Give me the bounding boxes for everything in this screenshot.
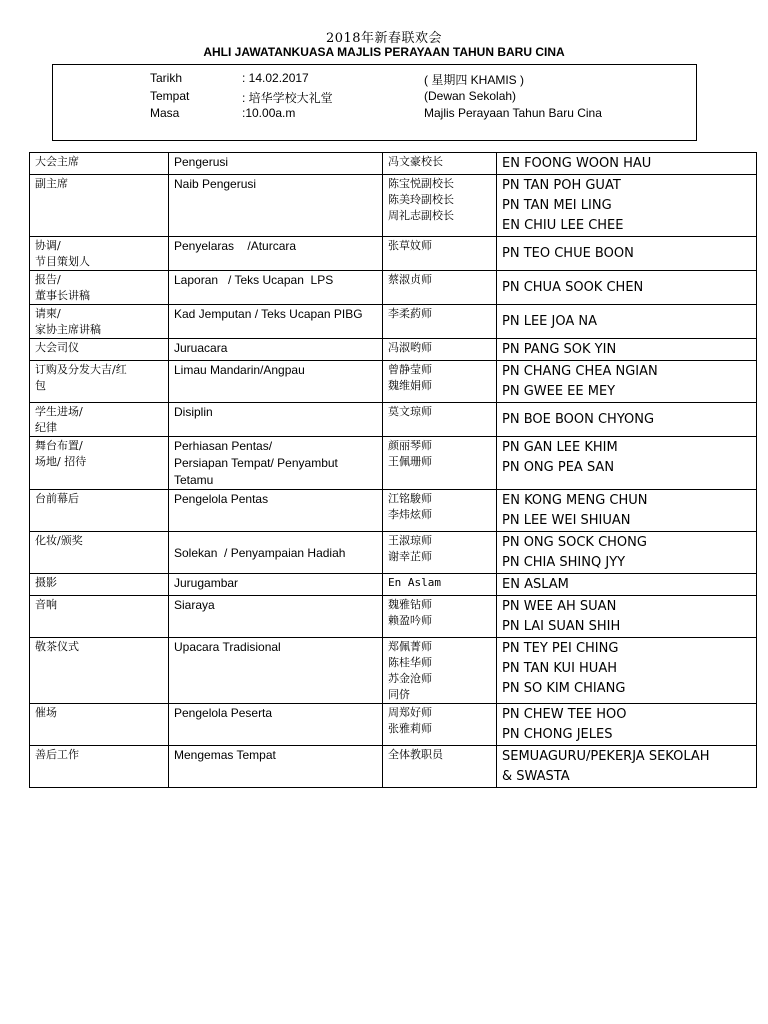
info-label: Masa	[150, 106, 180, 120]
info-label: Tempat	[150, 89, 190, 103]
teacher-zh-cell	[383, 704, 497, 746]
teacher-zh-cell	[383, 361, 497, 403]
teacher-zh-cell	[383, 175, 497, 237]
teacher-zh: 王佩珊师	[388, 455, 432, 468]
name-cell	[497, 271, 757, 305]
role-zh: 学生进场/	[35, 405, 83, 418]
role-my: Juruacara	[174, 341, 228, 355]
role-my-cell	[169, 490, 383, 532]
table-row	[30, 305, 757, 339]
info-row-time	[53, 106, 696, 122]
info-label: Tarikh	[150, 71, 183, 85]
member-name: PN TAN MEI LING	[502, 198, 612, 213]
member-name: PN CHANG CHEA NGIAN	[502, 364, 658, 379]
table-row	[30, 403, 757, 437]
info-row-venue	[53, 89, 696, 105]
name-cell	[497, 153, 757, 175]
name-cell	[497, 596, 757, 638]
committee-table	[29, 152, 757, 788]
name-cell	[497, 704, 757, 746]
name-cell	[497, 532, 757, 574]
role-zh: 纪律	[35, 421, 57, 434]
role-zh: 催场	[35, 706, 57, 719]
table-row	[30, 596, 757, 638]
teacher-zh: 谢幸芷师	[388, 550, 432, 563]
table-row	[30, 237, 757, 271]
role-zh-cell	[30, 271, 169, 305]
table-row	[30, 704, 757, 746]
role-my: Disiplin	[174, 405, 213, 419]
role-my: Upacara Tradisional	[174, 640, 281, 654]
name-cell	[497, 361, 757, 403]
role-my-cell	[169, 339, 383, 361]
table-row	[30, 339, 757, 361]
event-info-box	[52, 64, 697, 141]
role-my: Tetamu	[174, 473, 214, 487]
role-my: Kad Jemputan / Teks Ucapan PIBG	[174, 307, 363, 321]
member-name: PN TEO CHUE BOON	[502, 246, 634, 261]
role-zh-cell	[30, 596, 169, 638]
role-zh-cell	[30, 175, 169, 237]
role-zh: 报告/	[35, 273, 61, 286]
role-zh-cell	[30, 532, 169, 574]
teacher-zh: 周礼志副校长	[388, 209, 454, 222]
role-my-cell	[169, 175, 383, 237]
member-name: PN LEE JOA NA	[502, 314, 597, 329]
role-my-cell	[169, 574, 383, 596]
table-row	[30, 153, 757, 175]
member-name: PN WEE AH SUAN	[502, 599, 617, 614]
info-note: ( 星期四 KHAMIS )	[424, 73, 525, 87]
member-name: PN CHIA SHINQ JYY	[502, 555, 626, 570]
teacher-zh: 王淑琼师	[388, 534, 432, 547]
member-name: PN GWEE EE MEY	[502, 384, 616, 399]
teacher-zh-cell	[383, 746, 497, 788]
table-row	[30, 746, 757, 788]
table-row	[30, 574, 757, 596]
info-note: (Dewan Sekolah)	[424, 89, 517, 103]
teacher-zh-cell	[383, 237, 497, 271]
member-name: PN CHONG JELES	[502, 727, 613, 742]
role-zh: 摄影	[35, 576, 57, 589]
role-zh-cell	[30, 746, 169, 788]
name-cell	[497, 574, 757, 596]
role-my-cell	[169, 153, 383, 175]
member-name: PN BOE BOON CHYONG	[502, 412, 655, 427]
teacher-zh: 陈宝悦副校长	[388, 177, 454, 190]
teacher-zh: En Aslam	[388, 576, 441, 589]
role-zh: 场地/ 招待	[35, 455, 87, 468]
role-my-cell	[169, 437, 383, 490]
role-zh: 订购及分发大吉/红	[35, 363, 127, 376]
role-my: Jurugambar	[174, 576, 239, 590]
role-zh: 大会主席	[35, 155, 79, 168]
role-my-cell	[169, 704, 383, 746]
role-my: Persiapan Tempat/ Penyambut	[174, 456, 338, 470]
role-my-cell	[169, 596, 383, 638]
role-zh: 舞台布置/	[35, 439, 83, 452]
role-zh: 化妆/颁奖	[35, 534, 83, 547]
role-my-cell	[169, 532, 383, 574]
table-row	[30, 490, 757, 532]
role-zh: 台前幕后	[35, 492, 79, 505]
teacher-zh: 曾静莹师	[388, 363, 432, 376]
teacher-zh: 全体教职员	[388, 748, 443, 761]
teacher-zh: 赖盈吟师	[388, 614, 432, 627]
role-my: Pengelola Pentas	[174, 492, 269, 506]
role-zh: 节目策划人	[35, 255, 90, 268]
info-row-date	[53, 71, 696, 87]
teacher-zh: 张雅莉师	[388, 722, 432, 735]
role-my: Siaraya	[174, 598, 215, 612]
teacher-zh-cell	[383, 437, 497, 490]
role-my: Pengelola Peserta	[174, 706, 273, 720]
teacher-zh-cell	[383, 305, 497, 339]
teacher-zh-cell	[383, 271, 497, 305]
member-name: PN GAN LEE KHIM	[502, 440, 618, 455]
teacher-zh: 陈美玲副校长	[388, 193, 454, 206]
role-my: Laporan / Teks Ucapan LPS	[174, 273, 334, 287]
teacher-zh: 李炜炫师	[388, 508, 432, 521]
member-name: EN ASLAM	[502, 577, 569, 592]
role-my-cell	[169, 305, 383, 339]
name-cell	[497, 437, 757, 490]
role-zh-cell	[30, 638, 169, 704]
member-name: EN FOONG WOON HAU	[502, 156, 652, 171]
role-my: Perhiasan Pentas/	[174, 439, 273, 453]
name-cell	[497, 403, 757, 437]
role-my-cell	[169, 237, 383, 271]
teacher-zh: 冯文豪校长	[388, 155, 443, 168]
name-cell	[497, 237, 757, 271]
member-name: PN ONG SOCK CHONG	[502, 535, 647, 550]
role-zh: 大会司仪	[35, 341, 79, 354]
teacher-zh-cell	[383, 574, 497, 596]
name-cell	[497, 746, 757, 788]
info-value: : 14.02.2017	[242, 71, 309, 85]
teacher-zh: 周郑好师	[388, 706, 432, 719]
info-value: :10.00a.m	[242, 106, 296, 120]
member-name: PN CHEW TEE HOO	[502, 707, 627, 722]
role-zh: 协调/	[35, 239, 61, 252]
teacher-zh-cell	[383, 596, 497, 638]
member-name: PN LEE WEI SHIUAN	[502, 513, 631, 528]
role-my: Limau Mandarin/Angpau	[174, 363, 305, 377]
role-my: Mengemas Tempat	[174, 748, 276, 762]
role-my-cell	[169, 746, 383, 788]
document-subtitle: AHLI JAWATANKUASA MAJLIS PERAYAAN TAHUN BARU CINA	[203, 45, 565, 59]
member-name: PN LAI SUAN SHIH	[502, 619, 621, 634]
member-name: EN KONG MENG CHUN	[502, 493, 648, 508]
info-note: Majlis Perayaan Tahun Baru Cina	[424, 106, 602, 120]
table-row	[30, 638, 757, 704]
table-row	[30, 271, 757, 305]
teacher-zh: 冯淑哟师	[388, 341, 432, 354]
name-cell	[497, 339, 757, 361]
role-zh-cell	[30, 153, 169, 175]
teacher-zh-cell	[383, 403, 497, 437]
table-row	[30, 437, 757, 490]
teacher-zh-cell	[383, 339, 497, 361]
member-name: PN TEY PEI CHING	[502, 641, 619, 656]
member-name: SEMUAGURU/PEKERJA SEKOLAH	[502, 749, 710, 764]
teacher-zh-cell	[383, 532, 497, 574]
member-name: PN TAN KUI HUAH	[502, 661, 617, 676]
teacher-zh: 张草妏师	[388, 239, 432, 252]
document-title: 2018年新春联欢会	[325, 31, 443, 46]
teacher-zh: 李柔葯师	[388, 307, 432, 320]
role-zh: 请柬/	[35, 307, 61, 320]
role-my: Penyelaras /Aturcara	[174, 239, 297, 253]
teacher-zh: 陈桂华师	[388, 656, 432, 669]
table-row	[30, 532, 757, 574]
role-zh-cell	[30, 305, 169, 339]
role-my: Naib Pengerusi	[174, 177, 257, 191]
role-my-cell	[169, 361, 383, 403]
role-zh: 副主席	[35, 177, 68, 190]
teacher-zh: 魏雅钻师	[388, 598, 432, 611]
role-zh-cell	[30, 361, 169, 403]
role-zh-cell	[30, 437, 169, 490]
role-zh-cell	[30, 704, 169, 746]
role-zh: 包	[35, 379, 46, 392]
teacher-zh-cell	[383, 490, 497, 532]
teacher-zh: 蔡淑贞师	[388, 273, 432, 286]
member-name: PN ONG PEA SAN	[502, 460, 615, 475]
member-name: PN PANG SOK YIN	[502, 342, 617, 357]
role-zh-cell	[30, 237, 169, 271]
role-my-cell	[169, 403, 383, 437]
table-row	[30, 175, 757, 237]
teacher-zh: 同侪	[388, 688, 410, 701]
name-cell	[497, 638, 757, 704]
role-zh-cell	[30, 339, 169, 361]
role-zh-cell	[30, 403, 169, 437]
role-zh: 音响	[35, 598, 57, 611]
name-cell	[497, 305, 757, 339]
member-name: PN SO KIM CHIANG	[502, 681, 626, 696]
name-cell	[497, 490, 757, 532]
teacher-zh-cell	[383, 638, 497, 704]
role-zh-cell	[30, 490, 169, 532]
role-zh: 董事长讲稿	[35, 289, 90, 302]
teacher-zh: 郑佩菁师	[388, 640, 432, 653]
teacher-zh: 苏金沧师	[388, 672, 432, 685]
name-cell	[497, 175, 757, 237]
teacher-zh: 魏维娟师	[388, 379, 432, 392]
teacher-zh: 江铭駿师	[388, 492, 432, 505]
role-my: Pengerusi	[174, 155, 229, 169]
role-zh: 家协主席讲稿	[35, 323, 101, 336]
member-name: & SWASTA	[502, 769, 570, 784]
member-name: EN CHIU LEE CHEE	[502, 218, 624, 233]
teacher-zh-cell	[383, 153, 497, 175]
role-my: Solekan / Penyampaian Hadiah	[174, 545, 346, 560]
teacher-zh: 莫文琼师	[388, 405, 432, 418]
member-name: PN TAN POH GUAT	[502, 178, 621, 193]
member-name: PN CHUA SOOK CHEN	[502, 280, 644, 295]
role-zh: 善后工作	[35, 748, 79, 761]
table-row	[30, 361, 757, 403]
info-value: : 培华学校大礼堂	[242, 91, 333, 105]
role-zh-cell	[30, 574, 169, 596]
role-my-cell	[169, 638, 383, 704]
role-my-cell	[169, 271, 383, 305]
role-zh: 敬茶仪式	[35, 640, 79, 653]
teacher-zh: 颜丽琴师	[388, 439, 432, 452]
